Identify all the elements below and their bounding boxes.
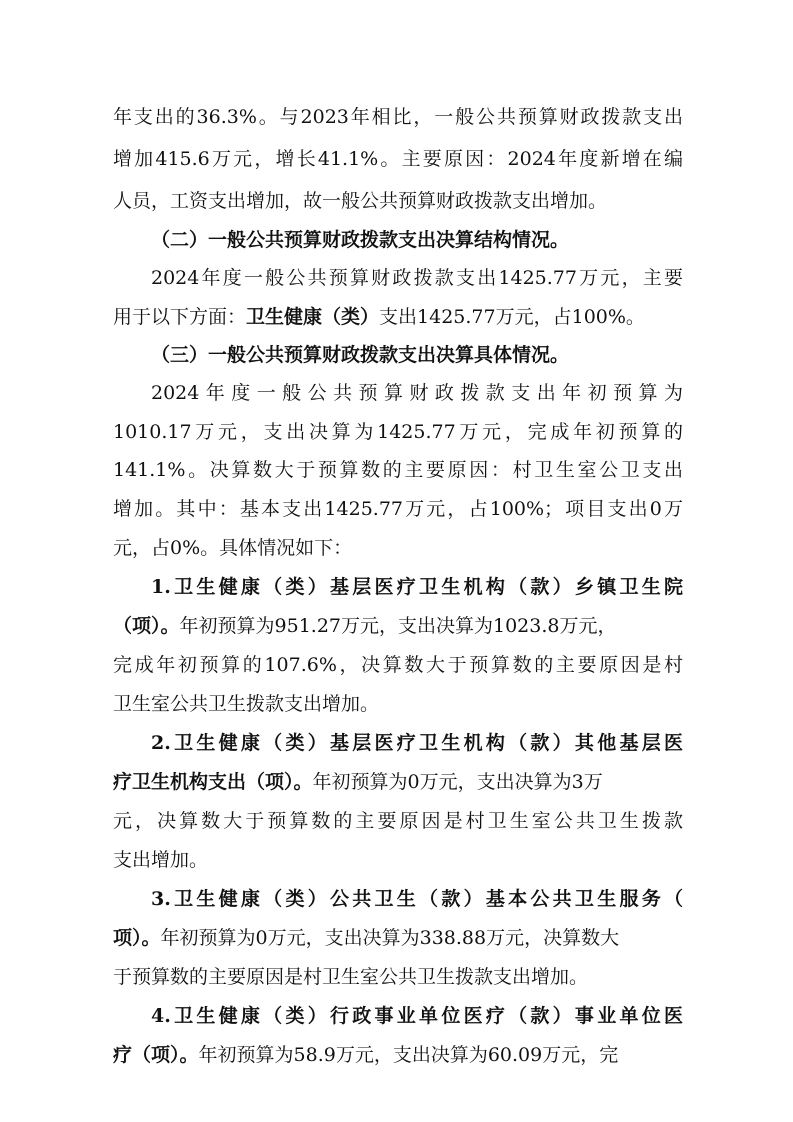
bold-span: 疗（项）。 [113, 1044, 199, 1066]
text-line: 141.1%。决算数大于预算数的主要原因：村卫生室公卫支出 [113, 459, 683, 481]
text-span: 年初预算为58.9万元，支出决算为60.09万元，完 [198, 1044, 619, 1066]
item-heading: 3.卫生健康（类）公共卫生（款）基本公共卫生服务（ [151, 888, 683, 910]
bold-span: 卫生健康（类） [246, 306, 380, 328]
text-line: 卫生室公共卫生拨款支出增加。 [113, 693, 380, 715]
text-span: 年初预算为951.27万元，支出决算为1023.8万元， [179, 615, 617, 637]
text-line: 支出增加。 [113, 849, 209, 871]
text-line: 人员，工资支出增加，故一般公共预算财政拨款支出增加。 [113, 190, 608, 212]
text-line [113, 918, 683, 958]
text-line [113, 1035, 683, 1075]
text-span: 年初预算为0万元，支出决算为3万 [312, 771, 603, 793]
text-line: 增加。其中：基本支出1425.77万元，占100%；项目支出0万 [113, 498, 683, 520]
text-span: 用于以下方面： [113, 306, 247, 328]
item-heading: 2.卫生健康（类）基层医疗卫生机构（款）其他基层医 [151, 732, 683, 754]
text-line: 元，决算数大于预算数的主要原因是村卫生室公共卫生拨款 [113, 810, 683, 832]
text-line [113, 297, 683, 337]
item-heading: 1.卫生健康（类）基层医疗卫生机构（款）乡镇卫生院 [151, 576, 683, 598]
text-line: 2024年度一般公共预算财政拨款支出年初预算为 [151, 382, 683, 404]
text-line: 1010.17万元，支出决算为1425.77万元，完成年初预算的 [113, 421, 683, 443]
section-heading: （三）一般公共预算财政拨款支出决算具体情况。 [151, 344, 570, 366]
item-heading: 4.卫生健康（类）行政事业单位医疗（款）事业单位医 [151, 1005, 683, 1027]
text-line: 2024年度一般公共预算财政拨款支出1425.77万元，主要 [151, 267, 683, 289]
section-heading: （二）一般公共预算财政拨款支出决算结构情况。 [151, 229, 570, 251]
text-line: 元，占0%。具体情况如下： [113, 537, 353, 559]
text-line: 完成年初预算的107.6%，决算数大于预算数的主要原因是村 [113, 654, 683, 676]
text-line: 于预算数的主要原因是村卫生室公共卫生拨款支出增加。 [113, 966, 589, 988]
text-line [113, 762, 683, 802]
text-line [113, 606, 683, 646]
bold-span: 疗卫生机构支出（项）。 [113, 771, 313, 793]
text-line: 年支出的36.3%。与2023年相比，一般公共预算财政拨款支出 [113, 106, 683, 128]
text-span: 支出1425.77万元，占100%。 [379, 306, 645, 328]
text-line: 增加415.6万元，增长41.1%。主要原因：2024年度新增在编 [113, 148, 683, 170]
bold-span: （项）。 [113, 615, 180, 637]
bold-span: 项）。 [113, 927, 161, 949]
text-span: 年初预算为0万元，支出决算为338.88万元，决算数大 [160, 927, 620, 949]
